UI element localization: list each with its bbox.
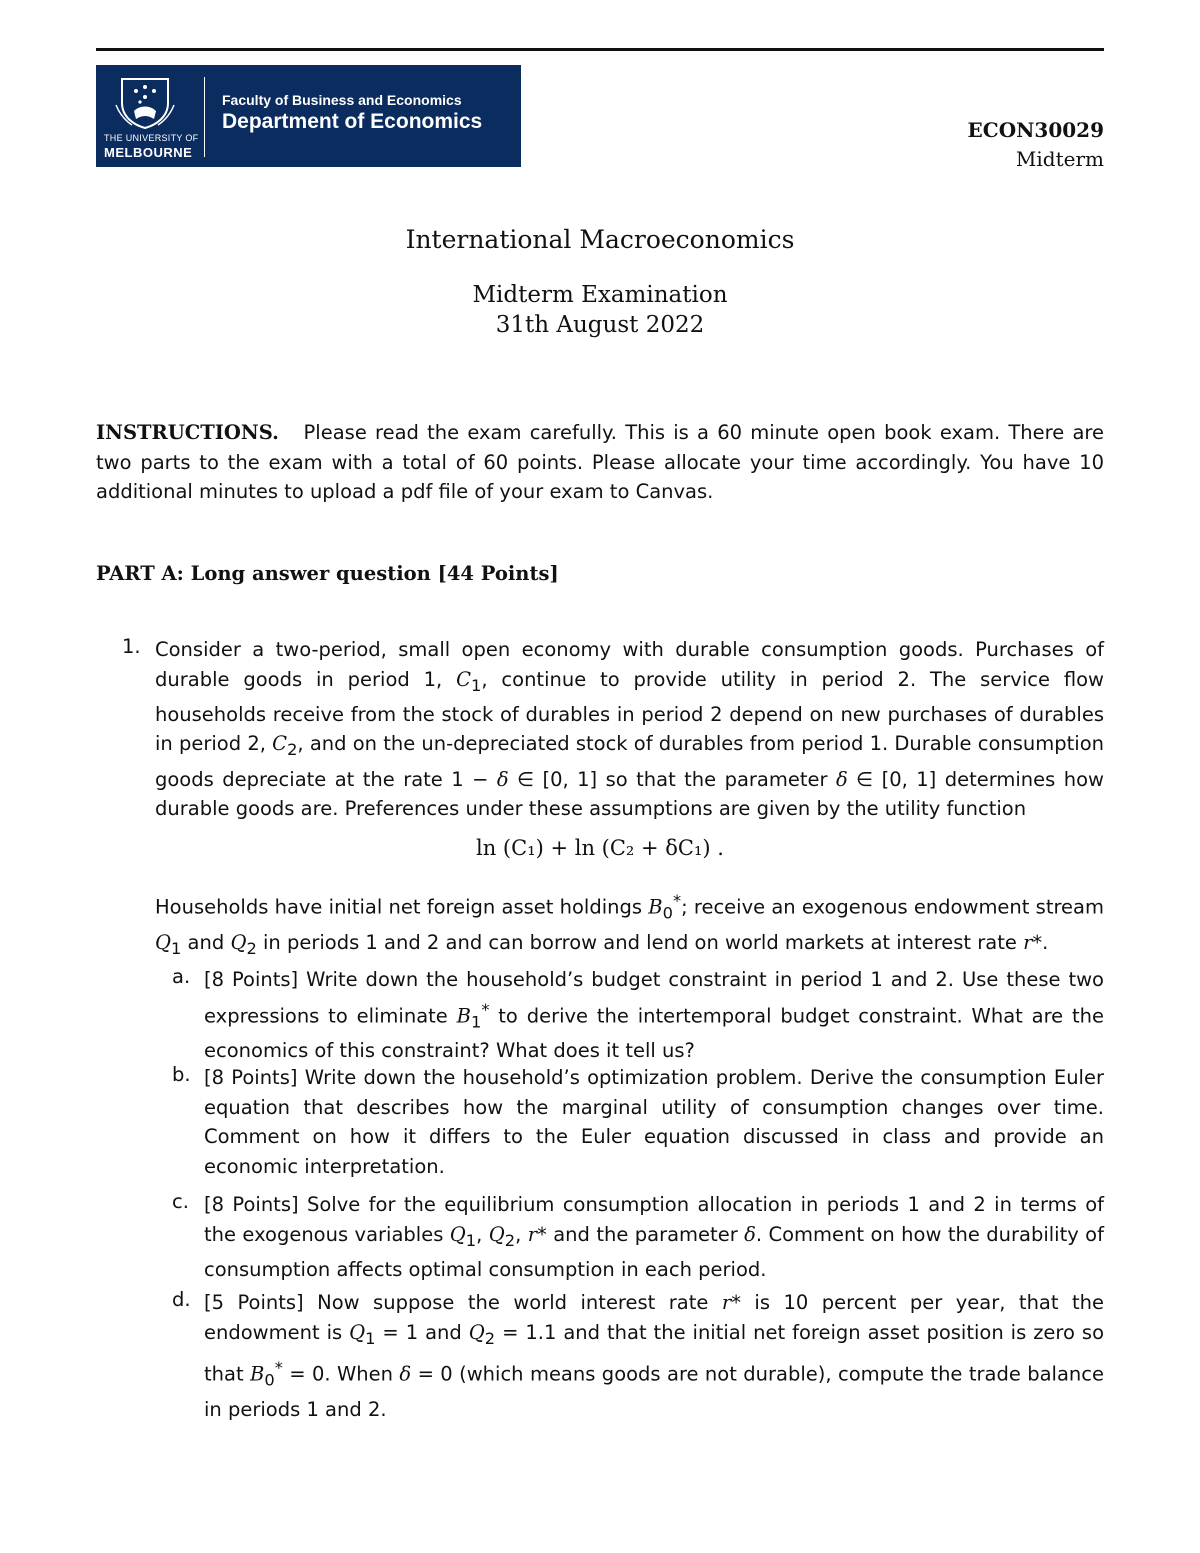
utility-function-equation: ln (C₁) + ln (C₂ + δC₁) . (476, 836, 724, 860)
instructions-text: Please read the exam carefully. This is a 60 minute open book exam. There are two parts to the exam with a total of 60 points. Please allocate your time accordingly. You have 10 additional minutes to upload a pdf file of your exam to Canvas. (96, 421, 1104, 503)
subquestion-a-text: [8 Points] Write down the household’s budget constraint in period 1 and 2. Use these two expressions to eliminate $B_1^*$ to derive the intertemporal budget constraint. What are the economics of this constraint? What does it tell us? (204, 968, 1104, 1063)
subquestion-d-text: [5 Points] Now suppose the world interest rate r* is 10 percent per year, that the endowment is $Q_1 = 1$ and $Q_2 = 1.1$ and that the initial net foreign asset position is zero so that $B_0^* = 0$. When δ = 0 (which means goods are not durable), compute the trade balance in periods 1 and 2. (204, 1291, 1105, 1421)
university-name-line2: MELBOURNE (104, 145, 193, 160)
course-info (968, 116, 1104, 174)
part-a-heading: PART A: Long answer question [44 Points] (96, 562, 559, 585)
university-crest-icon (114, 75, 176, 129)
subquestion-b-label: b. (172, 1063, 191, 1086)
exam-subtitle: Midterm Examination (472, 282, 728, 308)
subquestion-b-text: [8 Points] Write down the household’s optimization problem. Derive the consumption Euler equation that describes how the marginal utility of consumption changes over time. Comment on how it differs to the Euler equation discussed in class and provide an economic interpretation. (204, 1066, 1104, 1178)
banner-divider (204, 77, 205, 157)
department-name: Department of Economics (222, 110, 483, 133)
question-number: 1. (122, 635, 141, 658)
subquestion-c-text: [8 Points] Solve for the equilibrium consumption allocation in periods 1 and 2 in terms of the exogenous variables $Q_1$, $Q_2$, r* and the parameter δ. Comment on how the durability of consumption affects optimal consumption in each period. (204, 1193, 1104, 1281)
subquestion-c-label: c. (172, 1190, 189, 1213)
question-endowment-text: Households have initial net foreign asset holdings $B_0^*$; receive an exogenous endowment stream $Q_1$ and $Q_2$ in periods 1 and 2 and can borrow and lend on world markets at interest rate r*. (155, 891, 1104, 958)
subquestion-a-label: a. (172, 965, 191, 988)
faculty-name: Faculty of Business and Economics (222, 92, 462, 108)
question-intro: Consider a two-period, small open economy with durable consumption goods. Purchases of durable goods in period 1, $C_1$, continue to provide utility in period 2. The service flow households receive from the stock of durables in period 2 depend on new purchases of durables in period 2, $C_2$, and on the un-depreciated stock of durables from period 1. Durable consumption goods depreciate at the rate 1 − δ ∈ [0, 1] so that the parameter δ ∈ [0, 1] determines how durable goods are. Preferences under these assumptions are given by the utility function (155, 638, 1105, 821)
department-banner (96, 65, 521, 167)
exam-subtitle-block (0, 280, 1200, 340)
exam-title: International Macroeconomics (405, 225, 795, 254)
exam-type: Midterm (1015, 147, 1104, 171)
top-rule (96, 48, 1104, 51)
course-code: ECON30029 (967, 118, 1104, 142)
subquestion-d-label: d. (172, 1288, 191, 1311)
instructions-label: INSTRUCTIONS. (96, 421, 279, 444)
university-name-line1: THE UNIVERSITY OF (104, 133, 199, 143)
instructions-paragraph (96, 418, 1104, 507)
exam-date: 31th August 2022 (495, 312, 705, 338)
